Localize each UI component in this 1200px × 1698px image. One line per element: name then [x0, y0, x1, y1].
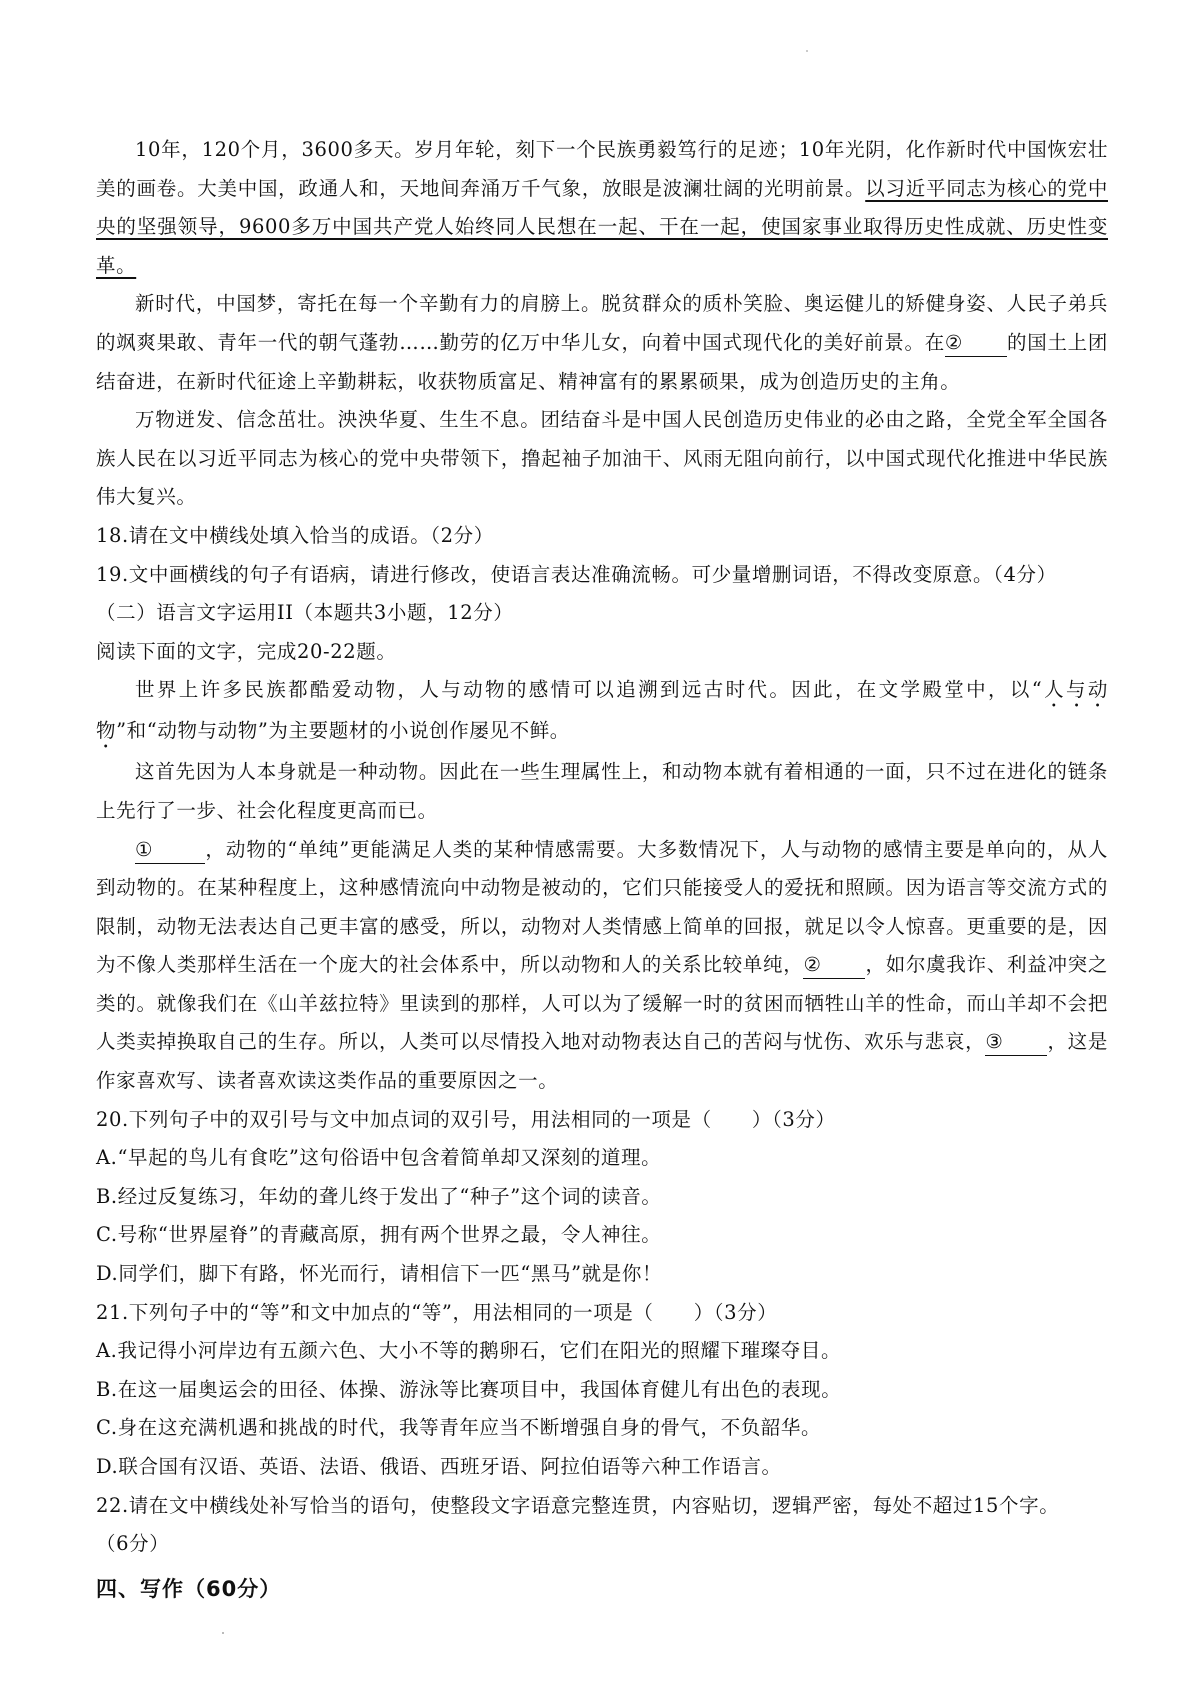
section4-title: 四、写作（60分）	[96, 1576, 282, 1601]
passage2-text: ，如尔虞我诈、利益冲突之类的。就像我们在《山羊兹拉特》里读到的那样，人可以为了缓解一时的贫困而牺牲山羊的性命，而山羊却不会把人类卖掉换取自己的生存。所以，人类可以尽情投入地对动物表达自己的苦闷与忧伤、欢乐与悲哀，	[96, 953, 1108, 1054]
question-21-option-d[interactable]: D.联合国有汉语、英语、法语、俄语、西班牙语、阿拉伯语等六种工作语言。	[96, 1455, 782, 1478]
question-22-stem: 22.请在文中横线处补写恰当的语句，使整段文字语意完整连贯，内容贴切，逻辑严密，每处不超过15个字。	[96, 1493, 1060, 1517]
dotted-quote-word: “人与动物”	[96, 678, 1108, 743]
section2-instruction: 阅读下面的文字，完成20-22题。	[96, 639, 397, 663]
passage1-paragraph-2	[96, 285, 1108, 401]
question-18: 18.请在文中横线处填入恰当的成语。（2分）	[96, 523, 494, 547]
question-21-option-a[interactable]: A.我记得小河岸边有五颜六色、大小不等的鹅卵石，它们在阳光的照耀下璀璨夺目。	[96, 1339, 842, 1363]
passage1-text: 新时代，中国梦，寄托在每一个辛勤有力的肩膀上。脱贫群众的质朴笑脸、奥运健儿的矫健身姿、人民子弟兵的飒爽果敢、青年一代的朝气蓬勃……勤劳的亿万中华儿女，向着中国式现代化的美好前景。在	[96, 292, 1108, 354]
question-20-option-d[interactable]: D.同学们，脚下有路，怀光而行，请相信下一匹“黑马”就是你！	[96, 1262, 663, 1286]
passage1-text: 的国土上团结奋进，在新时代征途上辛勤耕耘，收获物质富足、精神富有的累累硕果，成为创造历史的主角。	[96, 330, 1108, 393]
question-20-option-a[interactable]: A.“早起的鸟儿有食吃”这句俗语中包含着简单却又深刻的道理。	[96, 1146, 662, 1170]
passage2-text: 和“动物与动物”为主要题材的小说创作屡见不鲜。	[126, 719, 570, 743]
section2-title: （二）语言文字运用II（本题共3小题，12分）	[96, 601, 514, 625]
scan-speck	[222, 1632, 224, 1634]
passage2-text: 世界上许多民族都酷爱动物，人与动物的感情可以追溯到远古时代。因此，在文学殿堂中，以	[135, 678, 1032, 702]
exam-content	[96, 131, 1108, 1608]
fill-blank-1[interactable]: ①	[135, 837, 205, 864]
passage2-text: ，这是作家喜欢写、读者喜欢读这类作品的重要原因之一。	[96, 1030, 1108, 1093]
question-21-option-b[interactable]: B.在这一届奥运会的田径、体操、游泳等比赛项目中，我国体育健儿有出色的表现。	[96, 1377, 842, 1401]
question-21-stem: 21.下列句子中的“等”和文中加点的“等”，用法相同的一项是（ ）（3分）	[96, 1300, 778, 1324]
passage2-paragraph-3	[96, 831, 1108, 1101]
passage1-paragraph-1	[96, 131, 1108, 285]
question-20-stem: 20.下列句子中的双引号与文中加点词的双引号，用法相同的一项是（ ）（3分）	[96, 1107, 836, 1131]
passage2-text: ，动物的“单纯”更能满足人类的某种情感需要。大多数情况下，人与动物的感情主要是单向的，从人到动物的。在某种程度上，这种感情流向中动物是被动的，它们只能接受人的爱抚和照顾。因为语言等交流方式的限制，动物无法表达自己更丰富的感受，所以，动物对人类情感上简单的回报，就足以令人惊喜。更重要的是，因为不像人类那样生活在一个庞大的社会体系中，所以动物和人的关系比较单纯，	[96, 837, 1108, 977]
fill-blank-2[interactable]: ②	[945, 330, 1007, 357]
passage1-paragraph-3: 万物迸发、信念茁壮。泱泱华夏、生生不息。团结奋斗是中国人民创造历史伟业的必由之路，全党全军全国各族人民在以习近平同志为核心的党中央带领下，撸起袖子加油干、风雨无阻向前行，以中国式现代化推进中华民族伟大复兴。	[96, 408, 1108, 509]
fill-blank-2[interactable]: ②	[803, 952, 865, 979]
passage2-paragraph-2: 这首先因为人本身就是一种动物。因此在一些生理属性上，和动物本就有着相通的一面，只不过在进化的链条上先行了一步、社会化程度更高而已。	[96, 760, 1108, 822]
scan-speck	[806, 50, 808, 52]
question-19: 19.文中画横线的句子有语病，请进行修改，使语言表达准确流畅。可少量增删词语，不得改变原意。（4分）	[96, 562, 1057, 586]
passage2-paragraph-1	[96, 671, 1108, 753]
question-20-option-c[interactable]: C.号称“世界屋脊”的青藏高原，拥有两个世界之最，令人神往。	[96, 1223, 662, 1247]
question-20-option-b[interactable]: B.经过反复练习，年幼的聋儿终于发出了“种子”这个词的读音。	[96, 1184, 662, 1208]
question-21-option-c[interactable]: C.身在这充满机遇和挑战的时代，我等青年应当不断增强自身的骨气，不负韶华。	[96, 1416, 822, 1440]
question-22-score: （6分）	[96, 1532, 170, 1556]
underlined-sentence: 以习近平同志为核心的党中央的坚强领导，9600多万中国共产党人始终同人民想在一起、干在一起，使国家事业取得历史性成就、历史性变革。	[96, 176, 1108, 277]
fill-blank-3[interactable]: ③	[985, 1029, 1047, 1056]
passage1-text: 10年，120个月，3600多天。岁月年轮，刻下一个民族勇毅笃行的足迹；10年光阴，化作新时代中国恢宏壮美的画卷。大美中国，政通人和，天地间奔涌万千气象，放眼是波澜壮阔的光明前景。	[96, 138, 1108, 200]
